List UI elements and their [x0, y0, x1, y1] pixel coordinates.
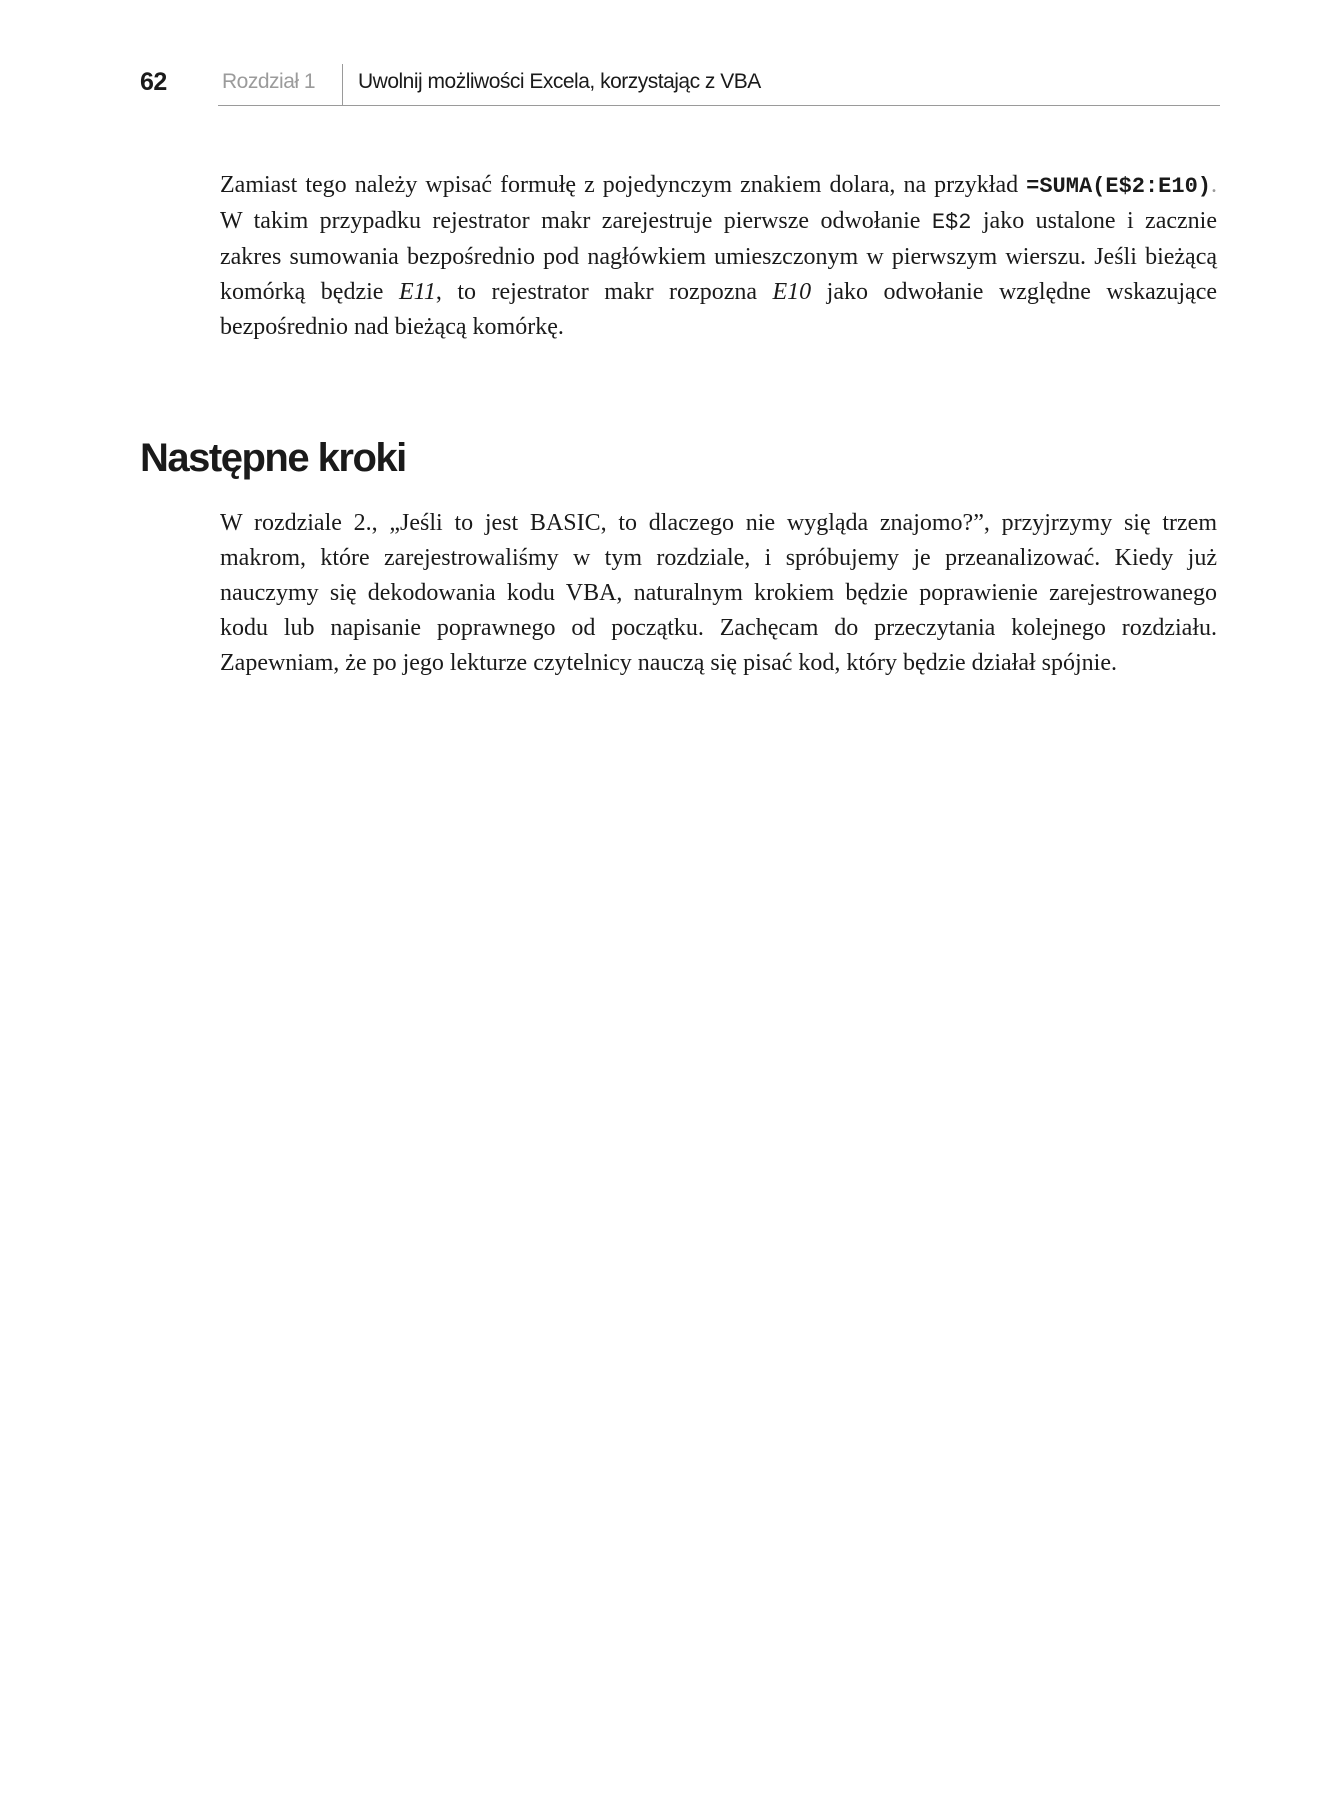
- chapter-label: Rozdział 1: [222, 70, 316, 93]
- cell-reference-e10: E10: [772, 279, 812, 305]
- page-number: 62: [140, 68, 167, 96]
- text-segment: jako odwołanie względne wskazujące bezpośrednio nad bieżącą komórkę.: [220, 279, 1217, 340]
- text-segment: jako ustalone i zacznie zakres sumowania bezpośrednio pod nagłówkiem umieszczonym w pierwszym wierszu. Jeśli bieżącą komórką będzie: [220, 208, 1217, 305]
- formula-period: .: [1211, 172, 1217, 198]
- paragraph-suma-formula: [220, 168, 1217, 345]
- text-segment: , to rejestrator makr rozpozna: [435, 279, 773, 305]
- cell-reference-e11: E11: [398, 279, 436, 305]
- code-reference: E$2: [931, 210, 972, 235]
- book-title: Uwolnij możliwości Excela, korzystając z VBA: [358, 70, 761, 93]
- header-rule: [218, 105, 1220, 106]
- section-heading: Następne kroki: [140, 436, 406, 480]
- text-segment: W takim przypadku rejestrator makr zarejestruje pierwsze odwołanie: [220, 208, 932, 234]
- header-divider: [342, 64, 343, 106]
- text-segment: Zamiast tego należy wpisać formułę z pojedynczym znakiem dolara, na przykład: [220, 172, 1027, 198]
- code-formula: =SUMA(E$2:E10): [1026, 174, 1211, 199]
- paragraph-next-steps: W rozdziale 2., „Jeśli to jest BASIC, to dlaczego nie wygląda znajomo?”, przyjrzymy się trzem makrom, które zarejestrowaliśmy w tym rozdziale, i spróbujemy je przeanalizować. Kiedy już nauczymy się dekodowania kodu VBA, naturalnym krokiem będzie poprawienie zarejestrowanego kodu lub napisanie poprawnego od początku. Zachęcam do przeczytania kolejnego rozdziału. Zapewniam, że po jego lekturze czytelnicy nauczą się pisać kod, który będzie działał spójnie.: [220, 510, 1217, 676]
- running-header: [140, 64, 1220, 108]
